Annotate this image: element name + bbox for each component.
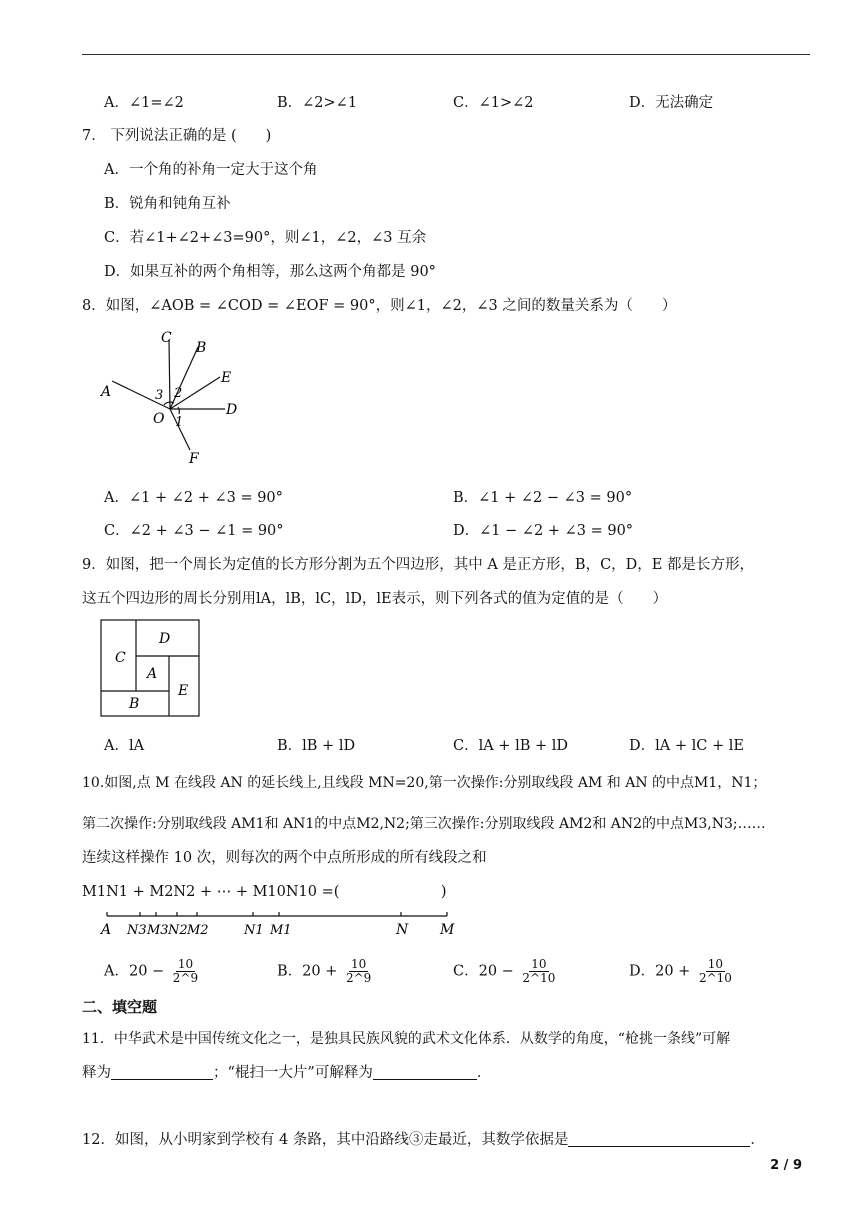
q10-option-b-fraction	[344, 958, 373, 985]
q10-option-b-prefix: B．20 +	[277, 963, 338, 980]
denominator: 2^10	[522, 971, 556, 985]
header-rule	[82, 54, 810, 55]
q9-stem-line1: 9．如图，把一个周长为定值的长方形分割为五个四边形，其中 A 是正方形，B，C，D，E 都是长方形，	[82, 557, 754, 573]
q10-option-d	[629, 958, 736, 985]
q8-option-a: A．∠1 + ∠2 + ∠3 = 90°	[104, 490, 283, 506]
q10-label-m3: M3	[147, 923, 169, 938]
q10-label-n3: N3	[127, 923, 147, 938]
q11-blank-2[interactable]	[373, 1065, 477, 1080]
q10-option-c	[453, 958, 559, 985]
q7-option-b: B．锐角和钝角互补	[104, 196, 231, 212]
q6-option-d: D．无法确定	[629, 95, 714, 111]
section-heading: 二、填空题	[82, 998, 158, 1016]
q8-label-f: F	[189, 451, 199, 467]
q10-option-d-fraction	[697, 958, 734, 985]
q10-label-n: N	[396, 922, 409, 938]
denominator: 2^9	[345, 971, 372, 985]
q10-option-b	[277, 958, 375, 985]
q10-option-a-fraction	[171, 958, 200, 985]
q10-line1: 10.如图,点 M 在线段 AN 的延长线上,且线段 MN=20,第一次操作:分别取线段 AM 和 AN 的中点M1，N1；	[82, 775, 767, 791]
q9-label-e: E	[178, 683, 189, 699]
denominator: 2^9	[172, 971, 199, 985]
q11-line1: 11．中华武术是中国传统文化之一，是独具民族风貌的武术文化体系．从数学的角度，“枪挑一条线”可解	[82, 1031, 731, 1047]
q10-option-d-prefix: D．20 +	[629, 963, 691, 980]
q6-option-b: B．∠2>∠1	[277, 95, 358, 111]
numerator: 10	[177, 957, 194, 971]
q10-option-c-fraction	[520, 958, 557, 985]
q8-label-3: 3	[155, 388, 164, 403]
q8-label-c: C	[161, 330, 172, 346]
q6-option-c: C．∠1>∠2	[453, 95, 534, 111]
q10-label-n2: N2	[168, 923, 188, 938]
q9-option-c: C．lA + lB + lD	[453, 738, 568, 754]
q10-option-a	[104, 958, 202, 985]
q8-label-a: A	[101, 384, 112, 400]
q8-label-1: 1	[175, 415, 184, 430]
q8-option-b: B．∠1 + ∠2 − ∠3 = 90°	[453, 490, 633, 506]
q9-stem-line2: 这五个四边形的周长分别用lA，lB，lC，lD，lE表示，则下列各式的值为定值的是（ ）	[82, 591, 668, 607]
q10-option-c-prefix: C．20 −	[453, 963, 514, 980]
q12-text: 12．如图，从小明家到学校有 4 条路，其中沿路线③走最近，其数学依据是	[82, 1132, 569, 1148]
q8-option-d: D．∠1 − ∠2 + ∠3 = 90°	[453, 523, 634, 539]
q10-line3: 连续这样操作 10 次，则每次的两个中点所形成的所有线段之和	[82, 850, 487, 866]
q8-option-c: C．∠2 + ∠3 − ∠1 = 90°	[104, 523, 284, 539]
q8-angle-figure	[98, 325, 258, 470]
q12-end: ．	[750, 1132, 765, 1148]
q8-stem: 8．如图，∠AOB = ∠COD = ∠EOF = 90°，则∠1，∠2，∠3 之间的数量关系为（ ）	[82, 298, 677, 314]
q7-option-c: C．若∠1+∠2+∠3=90°，则∠1，∠2，∠3 互余	[104, 230, 427, 246]
q8-label-e: E	[221, 370, 232, 386]
q8-label-o: O	[153, 411, 165, 427]
q12-line	[82, 1128, 765, 1149]
q7-option-d: D．如果互补的两个角相等，那么这两个角都是 90°	[104, 264, 436, 280]
numerator: 10	[707, 957, 724, 971]
q9-option-b: B．lB + lD	[277, 738, 356, 754]
q7-option-a: A．一个角的补角一定大于这个角	[104, 162, 318, 178]
q9-option-a: A．lA	[104, 738, 145, 754]
q10-line4: M1N1 + M2N2 + ⋯ + M10N10 =( )	[82, 884, 447, 900]
q8-label-b: B	[196, 340, 207, 356]
numerator: 10	[351, 957, 367, 971]
q11-text-a: 释为	[82, 1065, 111, 1081]
denominator: 2^10	[698, 971, 732, 985]
q8-label-2: 2	[174, 386, 183, 401]
q10-label-a: A	[101, 922, 112, 938]
q11-blank-1[interactable]	[111, 1065, 213, 1080]
q9-label-b: B	[129, 696, 140, 712]
q9-option-d: D．lA + lC + lE	[629, 738, 744, 754]
q10-label-m2: M2	[187, 923, 209, 938]
q11-text-b: ；“棍扫一大片”可解释为	[213, 1065, 373, 1081]
q10-label-m1: M1	[270, 923, 292, 938]
q11-text-c: ．	[476, 1065, 492, 1081]
q9-label-a: A	[147, 666, 158, 682]
q6-option-a: A．∠1=∠2	[104, 95, 184, 111]
q10-segment-figure	[100, 908, 470, 942]
q9-label-c: C	[115, 650, 126, 666]
q10-option-a-prefix: A．20 −	[104, 963, 165, 980]
q10-label-n1: N1	[244, 923, 264, 938]
q7-stem: 7． 下列说法正确的是 ( )	[82, 128, 272, 144]
q12-blank[interactable]	[568, 1132, 750, 1147]
q9-label-d: D	[159, 631, 171, 647]
q10-label-m: M	[440, 922, 455, 938]
q10-line2: 第二次操作:分别取线段 AM1和 AN1的中点M2,N2;第三次操作:分别取线段 AM2和 AN2的中点M3,N3;……	[82, 816, 766, 832]
q8-label-d: D	[226, 402, 238, 418]
q9-rectangle-figure	[100, 619, 202, 719]
q11-line2	[82, 1061, 491, 1082]
numerator: 10	[531, 957, 547, 971]
page-number: 2 / 9	[770, 1158, 802, 1173]
